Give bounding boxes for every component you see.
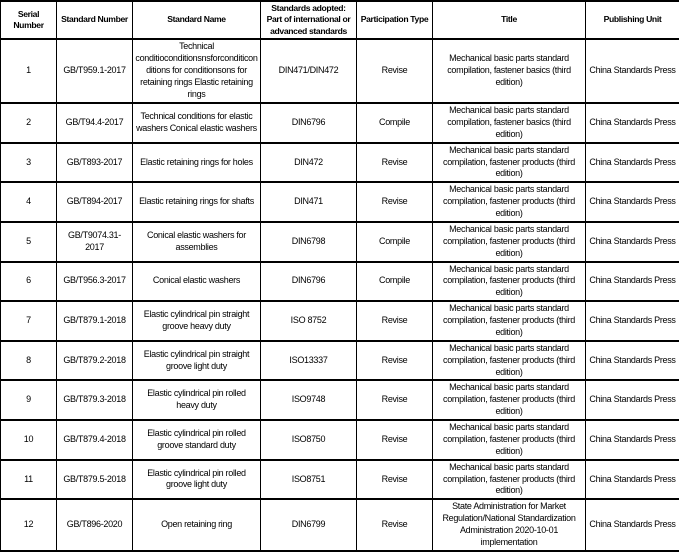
table-row — [1, 380, 679, 420]
cell-publishing-unit: China Standards Press — [586, 301, 679, 341]
table-body — [1, 39, 679, 551]
cell-standard-name: Elastic cylindrical pin rolled heavy duty — [133, 380, 261, 420]
cell-serial-number: 8 — [1, 341, 57, 381]
cell-title: Mechanical basic parts standard compilation, fastener products (third edition) — [433, 301, 586, 341]
table-row — [1, 182, 679, 222]
cell-serial-number: 7 — [1, 301, 57, 341]
table-row — [1, 39, 679, 103]
cell-standards-adopted: ISO13337 — [261, 341, 357, 381]
cell-participation-type: Compile — [357, 262, 433, 302]
cell-serial-number: 3 — [1, 143, 57, 183]
cell-standards-adopted: DIN6799 — [261, 499, 357, 551]
cell-participation-type: Revise — [357, 460, 433, 500]
cell-title: Mechanical basic parts standard compilation, fastener products (third edition) — [433, 341, 586, 381]
header-standard-number: Standard Number — [57, 1, 133, 39]
table-row — [1, 460, 679, 500]
cell-standards-adopted: DIN6796 — [261, 103, 357, 143]
cell-title: Mechanical basic parts standard compilation, fastener products (third edition) — [433, 182, 586, 222]
cell-publishing-unit: China Standards Press — [586, 222, 679, 262]
table-row — [1, 341, 679, 381]
table-row — [1, 499, 679, 551]
cell-standard-number: GB/T9074.31-2017 — [57, 222, 133, 262]
cell-participation-type: Compile — [357, 103, 433, 143]
cell-standard-number: GB/T94.4-2017 — [57, 103, 133, 143]
cell-standards-adopted: DIN471/DIN472 — [261, 39, 357, 103]
cell-publishing-unit: China Standards Press — [586, 420, 679, 460]
cell-standards-adopted: ISO9748 — [261, 380, 357, 420]
cell-serial-number: 1 — [1, 39, 57, 103]
cell-standard-name: Elastic retaining rings for holes — [133, 143, 261, 183]
cell-standard-name: Elastic cylindrical pin rolled groove light duty — [133, 460, 261, 500]
cell-standard-name: Elastic cylindrical pin straight groove heavy duty — [133, 301, 261, 341]
cell-standard-name: Elastic cylindrical pin straight groove light duty — [133, 341, 261, 381]
table-row — [1, 301, 679, 341]
cell-standard-name: Elastic retaining rings for shafts — [133, 182, 261, 222]
header-row — [1, 1, 679, 39]
cell-publishing-unit: China Standards Press — [586, 103, 679, 143]
header-standard-name: Standard Name — [133, 1, 261, 39]
cell-participation-type: Compile — [357, 222, 433, 262]
cell-publishing-unit: China Standards Press — [586, 182, 679, 222]
header-standards-adopted: Standards adopted: Part of international or advanced standards — [261, 1, 357, 39]
cell-standards-adopted: DIN6798 — [261, 222, 357, 262]
table-row — [1, 103, 679, 143]
cell-title: Mechanical basic parts standard compilation, fastener products (third edition) — [433, 460, 586, 500]
cell-participation-type: Revise — [357, 182, 433, 222]
cell-standard-number: GB/T879.2-2018 — [57, 341, 133, 381]
cell-publishing-unit: China Standards Press — [586, 39, 679, 103]
cell-publishing-unit: China Standards Press — [586, 499, 679, 551]
table-row — [1, 222, 679, 262]
cell-standards-adopted: ISO8750 — [261, 420, 357, 460]
header-serial-number: Serial Number — [1, 1, 57, 39]
cell-standard-number: GB/T879.4-2018 — [57, 420, 133, 460]
cell-standards-adopted: ISO8751 — [261, 460, 357, 500]
cell-title: Mechanical basic parts standard compilation, fastener products (third edition) — [433, 420, 586, 460]
cell-publishing-unit: China Standards Press — [586, 341, 679, 381]
cell-title: Mechanical basic parts standard compilation, fastener products (third edition) — [433, 222, 586, 262]
cell-serial-number: 4 — [1, 182, 57, 222]
cell-standard-name: Elastic cylindrical pin rolled groove standard duty — [133, 420, 261, 460]
cell-standard-name: Conical elastic washers for assemblies — [133, 222, 261, 262]
header-participation-type: Participation Type — [357, 1, 433, 39]
table-row — [1, 143, 679, 183]
cell-standards-adopted: DIN471 — [261, 182, 357, 222]
cell-standard-number: GB/T959.1-2017 — [57, 39, 133, 103]
table-row — [1, 420, 679, 460]
cell-publishing-unit: China Standards Press — [586, 460, 679, 500]
cell-title: Mechanical basic parts standard compilation, fastener products (third edition) — [433, 380, 586, 420]
cell-title: Mechanical basic parts standard compilation, fastener basics (third edition) — [433, 103, 586, 143]
table-row — [1, 262, 679, 302]
cell-publishing-unit: China Standards Press — [586, 143, 679, 183]
cell-standard-number: GB/T879.5-2018 — [57, 460, 133, 500]
cell-standard-number: GB/T893-2017 — [57, 143, 133, 183]
cell-standards-adopted: ISO 8752 — [261, 301, 357, 341]
header-publishing-unit: Publishing Unit — [586, 1, 679, 39]
cell-participation-type: Revise — [357, 420, 433, 460]
cell-participation-type: Revise — [357, 301, 433, 341]
cell-participation-type: Revise — [357, 143, 433, 183]
cell-serial-number: 10 — [1, 420, 57, 460]
cell-publishing-unit: China Standards Press — [586, 380, 679, 420]
cell-standard-name: Open retaining ring — [133, 499, 261, 551]
cell-serial-number: 2 — [1, 103, 57, 143]
cell-standard-name: Conical elastic washers — [133, 262, 261, 302]
cell-title: Mechanical basic parts standard compilation, fastener products (third edition) — [433, 262, 586, 302]
cell-publishing-unit: China Standards Press — [586, 262, 679, 302]
header-title: Title — [433, 1, 586, 39]
cell-participation-type: Revise — [357, 380, 433, 420]
cell-standard-number: GB/T894-2017 — [57, 182, 133, 222]
cell-standard-number: GB/T879.3-2018 — [57, 380, 133, 420]
cell-serial-number: 11 — [1, 460, 57, 500]
cell-standards-adopted: DIN472 — [261, 143, 357, 183]
cell-standard-name: Technical conditions for elastic washers Conical elastic washers — [133, 103, 261, 143]
cell-participation-type: Revise — [357, 499, 433, 551]
cell-participation-type: Revise — [357, 39, 433, 103]
cell-standard-number: GB/T879.1-2018 — [57, 301, 133, 341]
cell-participation-type: Revise — [357, 341, 433, 381]
cell-title: State Administration for Market Regulation/National Standardization Administration 2020-10-01 implementation — [433, 499, 586, 551]
cell-serial-number: 5 — [1, 222, 57, 262]
cell-standard-name: Technical conditioconditionsnsforconditiconditions for conditionsons for retaining rings Elastic retaining rings — [133, 39, 261, 103]
cell-standards-adopted: DIN6796 — [261, 262, 357, 302]
cell-standard-number: GB/T896-2020 — [57, 499, 133, 551]
cell-serial-number: 12 — [1, 499, 57, 551]
cell-serial-number: 9 — [1, 380, 57, 420]
cell-title: Mechanical basic parts standard compilation, fastener products (third edition) — [433, 143, 586, 183]
cell-title: Mechanical basic parts standard compilation, fastener basics (third edition) — [433, 39, 586, 103]
cell-standard-number: GB/T956.3-2017 — [57, 262, 133, 302]
cell-serial-number: 6 — [1, 262, 57, 302]
